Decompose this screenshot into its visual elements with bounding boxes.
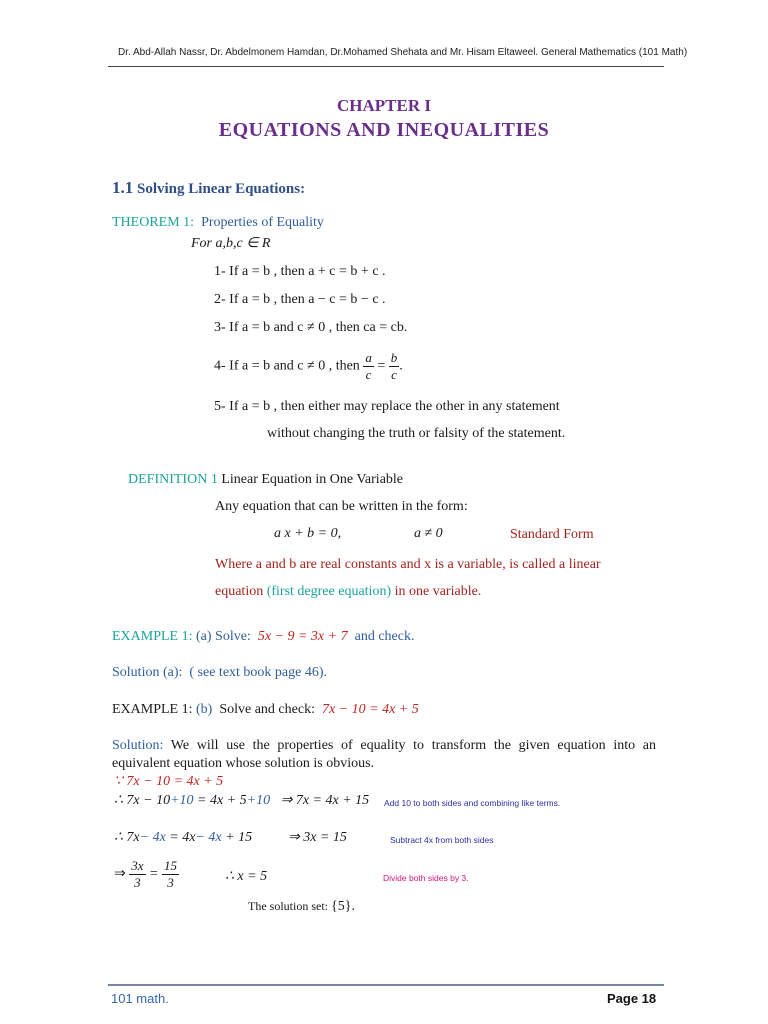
- definition-heading: [128, 472, 403, 488]
- header-rule: [108, 66, 664, 67]
- footer-course: 101 math.: [111, 991, 169, 1006]
- theorem-name: Properties of Equality: [201, 215, 324, 230]
- definition-where-line-2: equation (first degree equation) in one variable.: [215, 584, 482, 599]
- standard-form-condition: a ≠ 0: [414, 526, 443, 541]
- standard-form-label: Standard Form: [510, 527, 594, 542]
- section-number: 1.1: [112, 178, 134, 197]
- example-1b-equation: 7x − 10 = 4x + 5: [321, 702, 419, 717]
- standard-form-equation: a x + b = 0,: [274, 526, 342, 541]
- solution-step-2: ∴ 7x− 4x = 4x− 4x + 15: [114, 830, 253, 845]
- note-subtract-4x: Subtract 4x from both sides: [390, 835, 494, 845]
- theorem-item-3: 3- If a = b and c ≠ 0 , then ca = cb.: [214, 320, 408, 335]
- theorem-item-2: 2- If a = b , then a − c = b − c .: [214, 292, 386, 307]
- solution-set: The solution set: {5}.: [248, 899, 355, 914]
- example-1a: EXAMPLE 1: (a) Solve: 5x − 9 = 3x + 7 and check.: [112, 629, 415, 644]
- fraction-b-over-c: $\frac{b}{c}$: [390, 350, 398, 382]
- theorem-item-1: 1- If a = b , then a + c = b + c .: [214, 264, 386, 279]
- example-1b: EXAMPLE 1: (b) Solve and check: 7x − 10 = 4x + 5: [112, 702, 419, 717]
- theorem-item-5: 5- If a = b , then either may replace the other in any statement: [214, 399, 560, 414]
- footer-rule: [108, 984, 664, 986]
- fraction-15-over-3: $\frac{15}{3}$: [163, 858, 177, 890]
- running-header: Dr. Abd-Allah Nassr, Dr. Abdelmonem Hamdan, Dr.Mohamed Shehata and Mr. Hisam Eltaweel. General Mathematics (101 Math): [118, 47, 688, 58]
- theorem-item-4-text: 4- If a = b and c ≠ 0 , then: [214, 358, 360, 374]
- solution-step-3: ⇒ $\frac{3x}{3}$ = $\frac{15}{3}$: [114, 858, 177, 890]
- theorem-item-5-continued: without changing the truth or falsity of the statement.: [267, 426, 566, 441]
- theorem-item-4: 4- If a = b and c ≠ 0 , then $\frac{a}{c}$ = $\frac{b}{c}$ .: [214, 350, 403, 382]
- fraction-a-over-c: $\frac{a}{c}$: [365, 350, 372, 382]
- fraction-3x-over-3: $\frac{3x}{3}$: [131, 858, 144, 890]
- chapter-label: CHAPTER I: [337, 96, 431, 115]
- page-number: Page 18: [607, 991, 657, 1006]
- section-heading: [112, 178, 305, 198]
- solution-b-intro: Solution: We will use the properties of equality to transform the given equation into an equivalent equation whose solution is obvious.: [112, 738, 656, 771]
- definition-line: Any equation that can be written in the form:: [215, 499, 468, 514]
- solution-a: Solution (a): ( see text book page 46).: [112, 665, 328, 680]
- theorem-domain: For a,b,c ∈ R: [191, 236, 271, 251]
- definition-where-line: Where a and b are real constants and x is a variable, is called a linear: [215, 557, 601, 572]
- chapter-title: EQUATIONS AND INEQUALITIES: [218, 119, 550, 141]
- solution-result: ∴ x = 5: [225, 869, 268, 884]
- solution-step-2-result: ⇒ 3x = 15: [288, 830, 347, 845]
- note-divide-by-3: Divide both sides by 3.: [383, 873, 469, 883]
- theorem-heading: [112, 215, 324, 231]
- section-title: Solving Linear Equations:: [137, 181, 306, 197]
- note-add-10: Add 10 to both sides and combining like terms.: [384, 798, 561, 808]
- solution-step-1: ∴ 7x − 10+10 = 4x + 5+10 ⇒ 7x = 4x + 15: [114, 793, 370, 808]
- solution-step-0: ∵ 7x − 10 = 4x + 5: [114, 774, 224, 789]
- theorem-label: THEOREM 1:: [112, 215, 195, 230]
- definition-label: DEFINITION 1: [128, 472, 218, 487]
- definition-name: Linear Equation in One Variable: [221, 472, 404, 487]
- example-1a-equation: 5x − 9 = 3x + 7: [257, 629, 348, 644]
